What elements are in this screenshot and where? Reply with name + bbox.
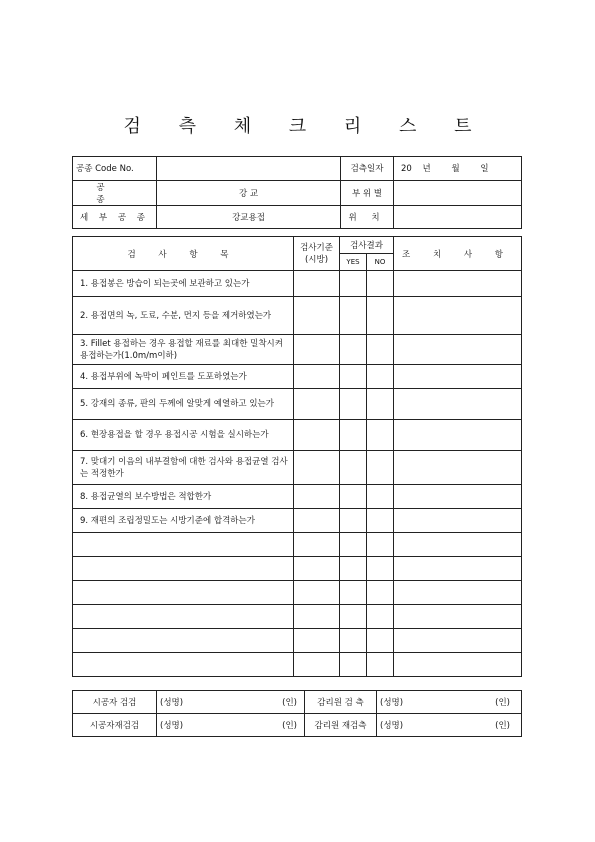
checklist-header-row bbox=[73, 237, 522, 254]
yes-cell[interactable] bbox=[340, 365, 367, 389]
checklist-item-empty[interactable] bbox=[73, 629, 294, 653]
code-value[interactable] bbox=[157, 157, 341, 181]
criteria-cell[interactable] bbox=[294, 420, 340, 451]
yes-cell[interactable] bbox=[340, 420, 367, 451]
action-cell[interactable] bbox=[394, 605, 522, 629]
table-row bbox=[73, 271, 522, 297]
detail-work-value[interactable]: 강교용접 bbox=[157, 205, 341, 229]
no-cell[interactable] bbox=[367, 653, 394, 677]
yes-cell[interactable] bbox=[340, 533, 367, 557]
table-row bbox=[73, 335, 522, 365]
checklist-item: 5. 강재의 종류, 판의 두께에 알맞게 예열하고 있는가 bbox=[73, 389, 294, 420]
yes-cell[interactable] bbox=[340, 485, 367, 509]
supervisor-inspect-sign[interactable]: (성명) (인) bbox=[377, 691, 522, 714]
part-value[interactable] bbox=[394, 180, 522, 205]
action-cell[interactable] bbox=[394, 533, 522, 557]
action-cell[interactable] bbox=[394, 581, 522, 605]
checklist-item-empty[interactable] bbox=[73, 581, 294, 605]
yes-cell[interactable] bbox=[340, 605, 367, 629]
table-row bbox=[73, 485, 522, 509]
criteria-cell[interactable] bbox=[294, 509, 340, 533]
supervisor-inspect-label: 감리원 검 측 bbox=[305, 691, 377, 714]
criteria-cell[interactable] bbox=[294, 271, 340, 297]
no-cell[interactable] bbox=[367, 557, 394, 581]
contractor-reinspect-sign[interactable]: (성명) (인) bbox=[157, 714, 305, 737]
criteria-cell[interactable] bbox=[294, 557, 340, 581]
header-result: 검사결과 bbox=[340, 237, 394, 254]
part-label: 부 위 별 bbox=[341, 180, 394, 205]
header-criteria: 검사기준 (시방) bbox=[294, 237, 340, 271]
no-cell[interactable] bbox=[367, 365, 394, 389]
criteria-cell[interactable] bbox=[294, 297, 340, 335]
no-cell[interactable] bbox=[367, 271, 394, 297]
inspection-date-value[interactable] bbox=[394, 157, 522, 181]
yes-cell[interactable] bbox=[340, 557, 367, 581]
yes-cell[interactable] bbox=[340, 629, 367, 653]
no-cell[interactable] bbox=[367, 451, 394, 485]
date-year-unit: 년 bbox=[422, 164, 431, 175]
action-cell[interactable] bbox=[394, 557, 522, 581]
checklist-item: 1. 용접봉은 방습이 되는곳에 보관하고 있는가 bbox=[73, 271, 294, 297]
header-action: 조 치 사 항 bbox=[394, 237, 522, 271]
code-label: 공종 Code No. bbox=[73, 157, 157, 181]
info-row-work-type bbox=[73, 180, 522, 205]
supervisor-reinspect-label: 감리원 재검측 bbox=[305, 714, 377, 737]
no-cell[interactable] bbox=[367, 389, 394, 420]
action-cell[interactable] bbox=[394, 365, 522, 389]
signature-row-2 bbox=[73, 714, 522, 737]
checklist-item-empty[interactable] bbox=[73, 533, 294, 557]
action-cell[interactable] bbox=[394, 653, 522, 677]
no-cell[interactable] bbox=[367, 509, 394, 533]
yes-cell[interactable] bbox=[340, 335, 367, 365]
contractor-inspect-label: 시공자 검검 bbox=[73, 691, 157, 714]
contractor-reinspect-label: 시공자재검검 bbox=[73, 714, 157, 737]
table-row-empty bbox=[73, 653, 522, 677]
checklist-table bbox=[72, 236, 522, 677]
criteria-cell[interactable] bbox=[294, 451, 340, 485]
info-row-detail bbox=[73, 205, 522, 229]
table-row bbox=[73, 297, 522, 335]
action-cell[interactable] bbox=[394, 629, 522, 653]
table-row bbox=[73, 389, 522, 420]
checklist-item: 7. 맞대기 이음의 내부결함에 대한 검사와 용접균열 검사는 적정한가 bbox=[73, 451, 294, 485]
yes-cell[interactable] bbox=[340, 271, 367, 297]
action-cell[interactable] bbox=[394, 485, 522, 509]
checklist-item: 6. 현장용접을 할 경우 용접시공 시험을 실시하는가 bbox=[73, 420, 294, 451]
table-row bbox=[73, 365, 522, 389]
inspection-date-label: 검측일자 bbox=[341, 157, 394, 181]
criteria-cell[interactable] bbox=[294, 605, 340, 629]
criteria-cell[interactable] bbox=[294, 629, 340, 653]
table-row bbox=[73, 509, 522, 533]
checklist-item: 4. 용접부위에 녹막이 페인트를 도포하였는가 bbox=[73, 365, 294, 389]
criteria-cell[interactable] bbox=[294, 485, 340, 509]
action-cell[interactable] bbox=[394, 420, 522, 451]
supervisor-reinspect-sign[interactable]: (성명) (인) bbox=[377, 714, 522, 737]
checklist-item: 3. Fillet 용접하는 경우 용접할 재료를 최대한 밀착시켜 용접하는가(1.0m/m이하) bbox=[73, 335, 294, 365]
no-cell[interactable] bbox=[367, 533, 394, 557]
criteria-cell[interactable] bbox=[294, 389, 340, 420]
criteria-cell[interactable] bbox=[294, 653, 340, 677]
checklist-body bbox=[73, 271, 522, 677]
header-items: 검 사 항 목 bbox=[73, 237, 294, 271]
location-value[interactable] bbox=[394, 205, 522, 229]
info-row-code bbox=[73, 157, 522, 181]
yes-cell[interactable] bbox=[340, 297, 367, 335]
criteria-cell[interactable] bbox=[294, 533, 340, 557]
no-cell[interactable] bbox=[367, 297, 394, 335]
header-no: NO bbox=[367, 254, 394, 271]
signature-table bbox=[72, 690, 522, 737]
table-row-empty bbox=[73, 533, 522, 557]
page-title: 검 측 체 크 리 스 트 bbox=[123, 116, 488, 137]
table-row bbox=[73, 420, 522, 451]
action-cell[interactable] bbox=[394, 271, 522, 297]
detail-work-label: 세 부 공 종 bbox=[73, 205, 157, 229]
yes-cell[interactable] bbox=[340, 451, 367, 485]
table-row-empty bbox=[73, 557, 522, 581]
date-day-unit: 일 bbox=[480, 164, 489, 175]
criteria-cell[interactable] bbox=[294, 581, 340, 605]
no-cell[interactable] bbox=[367, 485, 394, 509]
info-table bbox=[72, 156, 522, 229]
yes-cell[interactable] bbox=[340, 389, 367, 420]
yes-cell[interactable] bbox=[340, 581, 367, 605]
action-cell[interactable] bbox=[394, 509, 522, 533]
date-year: 20 bbox=[401, 164, 412, 175]
checklist-item: 2. 용접면의 녹, 도료, 수분, 먼지 등을 제거하였는가 bbox=[73, 297, 294, 335]
action-cell[interactable] bbox=[394, 297, 522, 335]
location-label: 위 치 bbox=[341, 205, 394, 229]
checklist-item-empty[interactable] bbox=[73, 605, 294, 629]
no-cell[interactable] bbox=[367, 420, 394, 451]
no-cell[interactable] bbox=[367, 629, 394, 653]
no-cell[interactable] bbox=[367, 581, 394, 605]
table-row-empty bbox=[73, 581, 522, 605]
no-cell[interactable] bbox=[367, 605, 394, 629]
checklist-item-empty[interactable] bbox=[73, 557, 294, 581]
checklist-item-empty[interactable] bbox=[73, 653, 294, 677]
table-row-empty bbox=[73, 629, 522, 653]
signature-row-1 bbox=[73, 691, 522, 714]
work-type-label: 공 종 bbox=[73, 180, 157, 205]
contractor-inspect-sign[interactable]: (성명) (인) bbox=[157, 691, 305, 714]
work-type-value[interactable]: 강 교 bbox=[157, 180, 341, 205]
action-cell[interactable] bbox=[394, 389, 522, 420]
criteria-cell[interactable] bbox=[294, 365, 340, 389]
date-month-unit: 월 bbox=[451, 164, 460, 175]
criteria-cell[interactable] bbox=[294, 335, 340, 365]
table-row bbox=[73, 451, 522, 485]
action-cell[interactable] bbox=[394, 451, 522, 485]
checklist-item: 9. 재편의 조립정밀도는 시방기준에 합격하는가 bbox=[73, 509, 294, 533]
yes-cell[interactable] bbox=[340, 509, 367, 533]
header-yes: YES bbox=[340, 254, 367, 271]
yes-cell[interactable] bbox=[340, 653, 367, 677]
action-cell[interactable] bbox=[394, 335, 522, 365]
no-cell[interactable] bbox=[367, 335, 394, 365]
table-row-empty bbox=[73, 605, 522, 629]
checklist-item: 8. 용접균열의 보수방법은 적합한가 bbox=[73, 485, 294, 509]
